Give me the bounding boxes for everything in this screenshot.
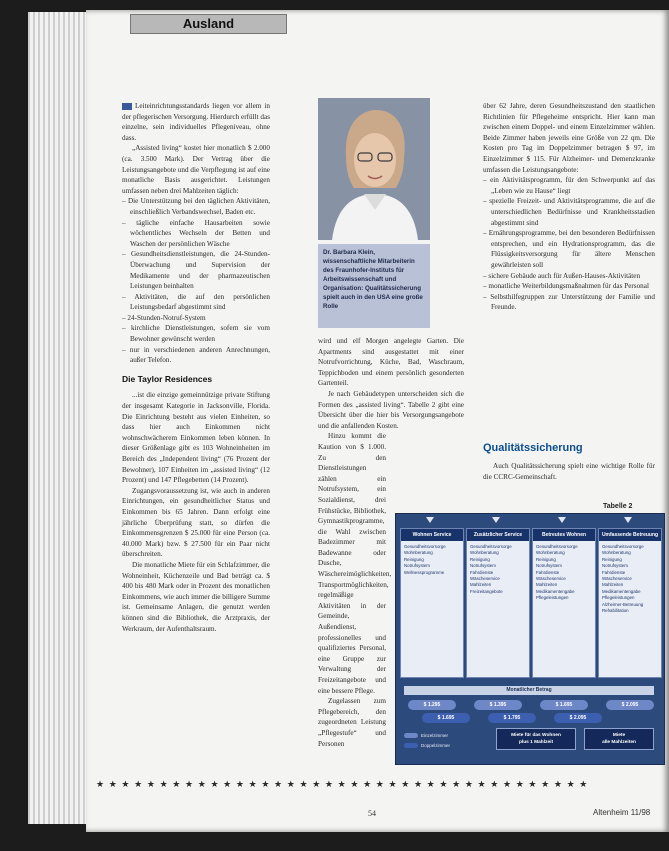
list-item: – Ernährungsprogramme, bei den besonderen Bedürfnissen entsprechen, und ein Hydrationsprogramm, das die Flüssigkeitsversorgung für ältere Menschen gewährleisten soll	[483, 229, 655, 269]
rent-box-1: Miete für das Wohnen plus 1 Mahlzeit	[496, 728, 576, 750]
continuation-marker-icon	[122, 103, 132, 110]
star-rule: ★ ★ ★ ★ ★ ★ ★ ★ ★ ★ ★ ★ ★ ★ ★ ★ ★ ★ ★ ★ ★ ★ ★ ★ ★ ★ ★ ★ ★ ★ ★ ★ ★ ★ ★ ★ ★ ★ ★	[96, 779, 589, 789]
service-diagram	[395, 513, 665, 765]
list-item: – Selbsthilfegruppen zur Unterstützung der Familie und Freunde.	[483, 292, 655, 312]
legend-item: Einzelzimmer	[404, 733, 448, 738]
section-heading: Qualitätssicherung	[483, 442, 583, 454]
legend-item: Doppelzimmer	[404, 743, 450, 748]
table-label: Tabelle 2	[603, 503, 633, 510]
arrow-down-icon	[426, 517, 434, 523]
price-oval: $ 1.295	[408, 700, 456, 710]
price-oval: $ 1.795	[488, 713, 536, 723]
arrow-down-icon	[624, 517, 632, 523]
paragraph: Je nach Gebäudetypen unterscheiden sich die Formen des „assisted living“. Tabelle 2 gibt eine Übersicht über die hier bis Versorgungsangebote und die anfallenden Kosten.	[318, 389, 464, 430]
price-oval: $ 1.395	[474, 700, 522, 710]
price-oval: $ 2.095	[606, 700, 654, 710]
paragraph: Zugangsvoraussetzung ist, wie auch in anderen Einrichtungen, ein gesundheitlicher Status und Einkommen bis 65 Jahren. Dann erfolgt eine jährliche Überprüfung statt, so dürfen die Einkommensgrenzen $ 25.000 für eine Person (ca. 40.000 Mark) bzw. $ 27.500 für ein Paar nicht überschreiten.	[122, 486, 270, 559]
diagram-column-list: Gesundheitsvorsorge Wohnberatung Reinigung Notrufsystem Fahrdienste Wäscheservice Mahlzeiten Medikamentengabe Pflegeleistungen Alzheimer-Betreuung Rehabilitation	[602, 544, 644, 614]
diagram-column	[466, 528, 530, 678]
diagram-column-head: Umfassende Betreuung	[599, 529, 661, 541]
price-oval: $ 1.695	[422, 713, 470, 723]
paragraph: wird und elf Morgen angelegte Garten. Die Apartments sind ausgestattet mit einer Notrufvorrichtung, Küche, Bad, Waschraum, Teppichboden und einem persönlich gesonderten Gartenteil.	[318, 337, 464, 388]
diagram-column-head: Wohnen Service	[401, 529, 463, 541]
column-right	[483, 101, 655, 313]
paragraph: Hinzu kommt die Kaution von $ 1.000. Zu den Dienstleistungen zählen ein Notrufsystem, ein Sozialdienst, drei Frühstücke, Bibliothek, Gymnastikprogramme, die Wahl zwischen Badezimmer mit Badewanne oder Dusche, Wäschereimöglichkeiten, Transportmöglichkeiten, regelmäßige Aktivitäten in der Gemeinde, Außendienst, professionelles und qualifiziertes Personal, eine Gruppe zur Verwaltung der Freizeitangebote und eine bessere Pflege.	[318, 432, 392, 695]
list-item: – Aktivitäten, die auf den persönlichen Leistungsbedarf abgestimmt sind	[122, 292, 270, 312]
paragraph: Die monatliche Miete für ein Schlafzimmer, die Wohneinheit, Küchenzeile und Bad beträgt ca. $ 400 bis 480 Mark oder in Prozent des monatlichen Einkommens, wie auch immer die billigere Summe ist. Gemeinsame Anlagen, die genutzt werden können sind die Bibliothek, die Arztpraxis, der Werkraum, der Aufenthaltsraum.	[122, 560, 270, 633]
paragraph-quality: Auch Qualitätssicherung spielt eine wichtige Rolle für die CCRC-Gemeinschaft.	[483, 462, 655, 481]
list-item: – spezielle Freizeit- und Aktivitätsprogramme, die auf die unterschiedlichen Bedürfnisse und Krankheitsstadien abgestimmt sind	[483, 197, 655, 227]
paragraph: Zugelassen zum Pflegebereich, den zugeordneten Leistung „Pflegestufe“ und Personen	[318, 697, 386, 748]
diagram-column-head: Betreutes Wohnen	[533, 529, 595, 541]
diagram-column	[598, 528, 662, 678]
monthly-bar: Monatlicher Betrag	[404, 686, 654, 695]
diagram-column-list: Gesundheitsvorsorge Wohnberatung Reinigung Notrufsystem Fahrdienste Wäscheservice Mahlzeiten Medikamentengabe Pflegeleistungen	[536, 544, 578, 601]
list-item: – 24-Stunden-Notruf-System	[122, 313, 206, 322]
diagram-column-head: Zusätzlicher Service	[467, 529, 529, 541]
legend-swatch	[404, 733, 418, 738]
portrait-photo	[318, 98, 430, 240]
subheading: Die Taylor Residences	[122, 373, 213, 384]
rent-box-2: Miete alle Mahlzeiten	[584, 728, 654, 750]
legend-swatch	[404, 743, 418, 748]
diagram-column-list: Gesundheitsvorsorge Wohnberatung Reinigung Notrufsystem Fahrdienste Wäscheservice Mahlzeiten Freizeitangebote	[470, 544, 512, 594]
paragraph: ...ist die einzige gemeinnützige private Stiftung der insgesamt Kategorie in Jacksonville, Florida. Die Einrichtung besteht aus vielen Einheiten, so dass hier auch Einkommen nicht wohnschwächerem Einkommen leben können. In dieser Größenlage gibt es 103 Wohneinheiten im Bereich des „Independent living“ (76 Prozent der Bewohner), 107 Einheiten im „assisted living“ (12 Prozent) und 147 Pflegebetten (14 Prozent).	[122, 391, 270, 485]
price-oval: $ 1.695	[540, 700, 588, 710]
issue-label: Altenheim 11/98	[593, 808, 651, 817]
price-oval: $ 2.095	[554, 713, 602, 723]
list-item: – sichere Gebäude auch für Außen-Hauses-Aktivitäten	[483, 271, 641, 280]
section-header: Ausland	[130, 14, 287, 34]
photo-caption: Dr. Barbara Klein, wissenschaftliche Mitarbeiterin des Fraunhofer-Instituts für Arbeitswissenschaft und Organisation: Qualitätssicherung spielt auch in den USA eine große Rolle	[318, 244, 430, 328]
list-item: – tägliche einfache Hausarbeiten sowie wöchentliches Wechseln der Betten und Waschen der persönlichen Wäsche	[122, 218, 270, 248]
paragraph: über 62 Jahre, deren Gesundheitszustand den staatlichen Richtlinien für Pflegeheime entspricht. Hier kann man zwischen einem Doppel- und einem Einzelzimmer wählen. Beide Zimmer haben jeweils eine Größe von 22 qm. Die Kosten pro Tag im Doppelzimmer betragen $ 97, im Einzelzimmer $ 115. Für Alzheimer- und Demenzkranke umfassen die Leistungsangebote:	[483, 102, 655, 174]
diagram-column	[532, 528, 596, 678]
list-item: – nur in verschiedenen anderen Anrechnungen, außer Telefon.	[122, 345, 270, 365]
column-left	[122, 101, 270, 634]
page-number: 54	[368, 809, 376, 818]
diagram-column-list: Gesundheitsvorsorge Wohnberatung Reinigung Notrufsystem Wellnessprogramme	[404, 544, 446, 575]
list-item: – monatliche Weiterbildungsmaßnahmen für das Personal	[483, 282, 649, 291]
list-item: – kirchliche Dienstleistungen, sofern sie vom Bewohner gewünscht werden	[122, 324, 270, 344]
list-item: – ein Aktivitätsprogramm, für den Schwerpunkt auf das „Leben wie zu Hause“ liegt	[483, 176, 655, 195]
list-item: – Gesundheitsdienstleistungen, die 24-Stunden-Überwachung und Supervision der Medikamente und der pharmazeutischen Leistungen beinhalten	[122, 250, 270, 291]
paragraph: „Assisted living“ kostet hier monatlich $ 2.000 (ca. 3.500 Mark). Der Vertrag über die Leistungsangebote und die Verpflegung ist auf eine monatliche Basis ausgerichtet. Leistungen umfassen neben drei Mahlzeiten täglich:	[122, 144, 270, 195]
diagram-column	[400, 528, 464, 678]
arrow-down-icon	[558, 517, 566, 523]
portrait-illustration	[318, 98, 430, 240]
paragraph-intro: Leiteinrichtungsstandards liegen vor allem in der pflegerischen Versorgung. Hierdurch erfüllt das einzelne, sein individuelles Pflegeniveau, ohne dass.	[122, 102, 270, 142]
arrow-down-icon	[492, 517, 500, 523]
list-item: – Die Unterstützung bei den täglichen Aktivitäten, einschließlich Verbandswechsel, Baden etc.	[122, 197, 270, 216]
